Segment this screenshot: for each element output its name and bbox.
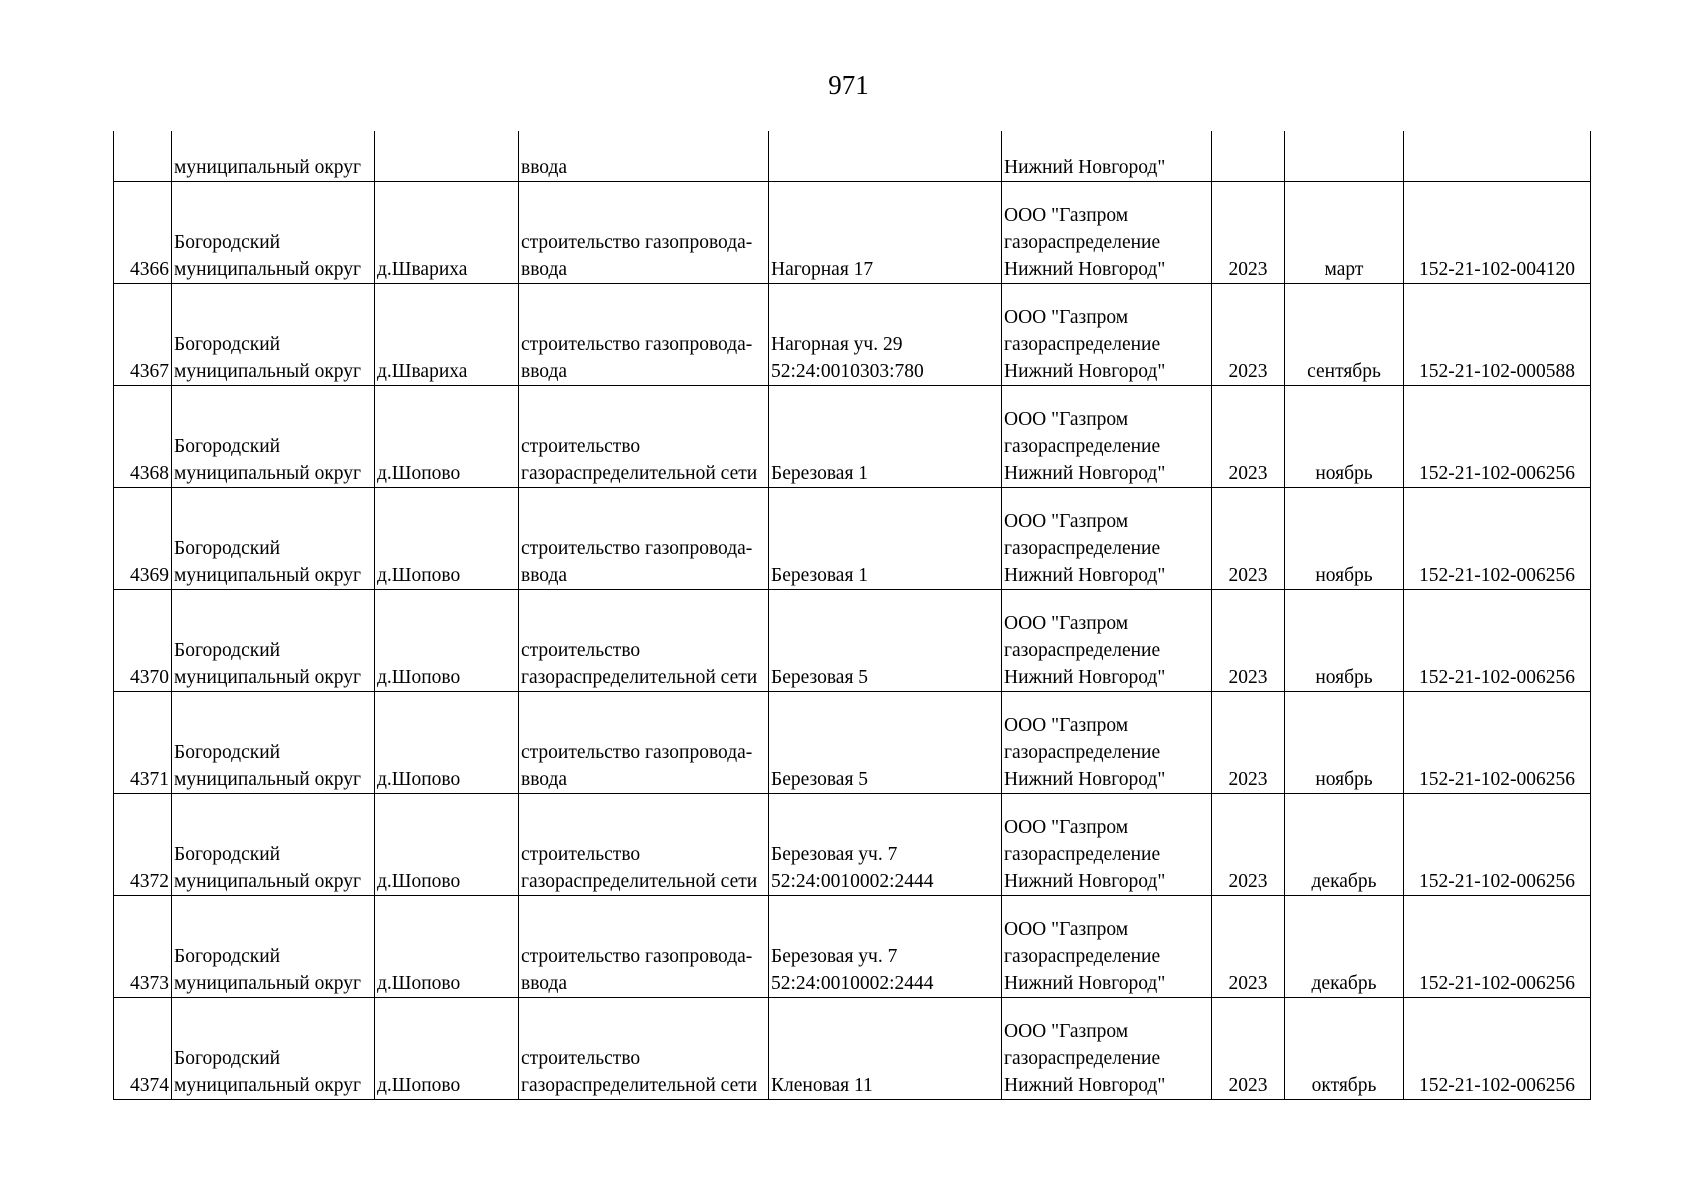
permit-code-cell: 152-21-102-006256	[1404, 896, 1591, 998]
operator-cell: Нижний Новгород"	[1002, 131, 1212, 182]
operator-line: газораспределение	[1004, 640, 1161, 661]
municipality-cell	[172, 488, 375, 590]
address-line: Кленовая 11	[771, 1075, 873, 1096]
work-line: ввода	[521, 769, 568, 790]
table-row	[114, 998, 1591, 1100]
municipality-cell: муниципальный округ	[172, 131, 375, 182]
settlement-cell: д.Шопово	[375, 794, 519, 896]
table-row	[114, 488, 1591, 590]
municipality-line: муниципальный округ	[174, 667, 362, 688]
operator-line: ООО "Газпром	[1004, 613, 1129, 634]
municipality-line: Богородский	[174, 1048, 281, 1069]
work-cell	[519, 284, 769, 386]
municipality-line: муниципальный округ	[174, 463, 362, 484]
year-cell: 2023	[1212, 386, 1285, 488]
year-cell: 2023	[1212, 692, 1285, 794]
address-cell	[769, 182, 1002, 284]
work-cell	[519, 896, 769, 998]
row-number-cell: 4367	[114, 284, 172, 386]
permit-code-cell: 152-21-102-006256	[1404, 488, 1591, 590]
operator-cell	[1002, 284, 1212, 386]
gasification-table	[113, 131, 1591, 1100]
municipality-cell	[172, 182, 375, 284]
municipality-line: Богородский	[174, 334, 281, 355]
municipality-line: муниципальный округ	[174, 871, 362, 892]
work-line: строительство газопровода-	[521, 946, 753, 967]
operator-cell	[1002, 794, 1212, 896]
operator-line: Нижний Новгород"	[1004, 565, 1166, 586]
row-number-cell: 4368	[114, 386, 172, 488]
month-cell: ноябрь	[1285, 386, 1404, 488]
table-row	[114, 182, 1591, 284]
operator-line: ООО "Газпром	[1004, 511, 1129, 532]
operator-line: ООО "Газпром	[1004, 1021, 1129, 1042]
municipality-line: Богородский	[174, 946, 281, 967]
address-line: Нагорная уч. 29	[771, 334, 903, 355]
table-row	[114, 284, 1591, 386]
year-cell: 2023	[1212, 794, 1285, 896]
operator-line: Нижний Новгород"	[1004, 871, 1166, 892]
row-number-cell: 4373	[114, 896, 172, 998]
municipality-cell	[172, 692, 375, 794]
address-line: 52:24:0010002:2444	[771, 973, 934, 994]
operator-line: газораспределение	[1004, 742, 1161, 763]
month-cell: ноябрь	[1285, 590, 1404, 692]
address-cell	[769, 794, 1002, 896]
work-line: строительство	[521, 1048, 641, 1069]
address-line: Нагорная 17	[771, 259, 874, 280]
work-line: газораспределительной сети	[521, 871, 758, 892]
work-cell: ввода	[519, 131, 769, 182]
address-line: Березовая уч. 7	[771, 844, 898, 865]
address-line	[771, 637, 999, 664]
operator-line: газораспределение	[1004, 334, 1161, 355]
municipality-cell	[172, 386, 375, 488]
month-cell	[1285, 131, 1404, 182]
operator-line: газораспределение	[1004, 1048, 1161, 1069]
municipality-line: Богородский	[174, 844, 281, 865]
work-line: ввода	[521, 565, 568, 586]
table-row	[114, 692, 1591, 794]
operator-line: газораспределение	[1004, 436, 1161, 457]
work-line: газораспределительной сети	[521, 667, 758, 688]
operator-cell	[1002, 590, 1212, 692]
permit-code-cell: 152-21-102-000588	[1404, 284, 1591, 386]
municipality-line: Богородский	[174, 232, 281, 253]
municipality-line: муниципальный округ	[174, 1075, 362, 1096]
permit-code-cell: 152-21-102-006256	[1404, 590, 1591, 692]
month-cell: ноябрь	[1285, 488, 1404, 590]
year-cell	[1212, 131, 1285, 182]
operator-line: Нижний Новгород"	[1004, 463, 1166, 484]
address-line: Березовая 5	[771, 667, 869, 688]
work-cell	[519, 998, 769, 1100]
operator-line: Нижний Новгород"	[1004, 1075, 1166, 1096]
work-line: строительство газопровода-	[521, 742, 753, 763]
municipality-cell	[172, 590, 375, 692]
code-cell	[1404, 131, 1591, 182]
permit-code-cell: 152-21-102-006256	[1404, 794, 1591, 896]
row-number-cell: 4366	[114, 182, 172, 284]
operator-line: Нижний Новгород"	[1004, 361, 1166, 382]
work-cell	[519, 590, 769, 692]
permit-code-cell: 152-21-102-006256	[1404, 998, 1591, 1100]
operator-line: газораспределение	[1004, 232, 1161, 253]
year-cell: 2023	[1212, 998, 1285, 1100]
address-line	[771, 433, 999, 460]
address-line	[771, 535, 999, 562]
address-cell	[769, 998, 1002, 1100]
row-number-cell: 4374	[114, 998, 172, 1100]
row-number-cell: 4372	[114, 794, 172, 896]
municipality-line: муниципальный округ	[174, 361, 362, 382]
table-row	[114, 590, 1591, 692]
operator-cell	[1002, 488, 1212, 590]
row-number-cell: 4371	[114, 692, 172, 794]
work-line: строительство газопровода-	[521, 232, 753, 253]
municipality-line: муниципальный округ	[174, 565, 362, 586]
address-line: Березовая 1	[771, 463, 869, 484]
municipality-line: муниципальный округ	[174, 973, 362, 994]
permit-code-cell: 152-21-102-006256	[1404, 692, 1591, 794]
operator-line: Нижний Новгород"	[1004, 973, 1166, 994]
address-line: Березовая 1	[771, 565, 869, 586]
municipality-cell	[172, 896, 375, 998]
row-number-cell: 4370	[114, 590, 172, 692]
num-cell	[114, 131, 172, 182]
address-line: Березовая уч. 7	[771, 946, 898, 967]
address-cell	[769, 590, 1002, 692]
work-cell	[519, 182, 769, 284]
operator-line: ООО "Газпром	[1004, 205, 1129, 226]
operator-cell	[1002, 998, 1212, 1100]
address-cell	[769, 131, 1002, 182]
settlement-cell: д.Шопово	[375, 488, 519, 590]
operator-line: газораспределение	[1004, 538, 1161, 559]
row-number-cell: 4369	[114, 488, 172, 590]
work-line: строительство	[521, 844, 641, 865]
permit-code-cell: 152-21-102-006256	[1404, 386, 1591, 488]
municipality-cell	[172, 998, 375, 1100]
municipality-line: Богородский	[174, 742, 281, 763]
page-number: 971	[828, 70, 869, 100]
address-cell	[769, 488, 1002, 590]
work-line: ввода	[521, 361, 568, 382]
municipality-line: муниципальный округ	[174, 769, 362, 790]
address-line	[771, 229, 999, 256]
table-row	[114, 794, 1591, 896]
operator-line: ООО "Газпром	[1004, 307, 1129, 328]
month-cell: декабрь	[1285, 794, 1404, 896]
municipality-line: муниципальный округ	[174, 259, 362, 280]
work-cell	[519, 488, 769, 590]
work-line: строительство	[521, 436, 641, 457]
operator-cell	[1002, 692, 1212, 794]
municipality-line: Богородский	[174, 640, 281, 661]
year-cell: 2023	[1212, 182, 1285, 284]
month-cell: ноябрь	[1285, 692, 1404, 794]
month-cell: сентябрь	[1285, 284, 1404, 386]
work-line: газораспределительной сети	[521, 1075, 758, 1096]
year-cell: 2023	[1212, 284, 1285, 386]
operator-line: Нижний Новгород"	[1004, 769, 1166, 790]
address-line: 52:24:0010002:2444	[771, 871, 934, 892]
operator-line: Нижний Новгород"	[1004, 667, 1166, 688]
month-cell: март	[1285, 182, 1404, 284]
year-cell: 2023	[1212, 488, 1285, 590]
work-cell	[519, 794, 769, 896]
settlement-cell: д.Шопово	[375, 590, 519, 692]
address-cell	[769, 896, 1002, 998]
work-line: строительство	[521, 640, 641, 661]
month-cell: октябрь	[1285, 998, 1404, 1100]
work-line: ввода	[521, 973, 568, 994]
operator-line: ООО "Газпром	[1004, 817, 1129, 838]
work-cell	[519, 386, 769, 488]
address-line: Березовая 5	[771, 769, 869, 790]
continuation-row	[114, 131, 1591, 182]
operator-line: Нижний Новгород"	[1004, 259, 1166, 280]
operator-cell	[1002, 182, 1212, 284]
operator-line: ООО "Газпром	[1004, 715, 1129, 736]
settlement-cell: д.Шопово	[375, 998, 519, 1100]
municipality-line: Богородский	[174, 436, 281, 457]
address-cell	[769, 692, 1002, 794]
address-line	[771, 739, 999, 766]
municipality-cell	[172, 794, 375, 896]
operator-line: ООО "Газпром	[1004, 409, 1129, 430]
year-cell: 2023	[1212, 590, 1285, 692]
operator-cell	[1002, 896, 1212, 998]
permit-code-cell: 152-21-102-004120	[1404, 182, 1591, 284]
settlement-cell: д.Шопово	[375, 896, 519, 998]
address-cell	[769, 386, 1002, 488]
address-line	[771, 1045, 999, 1072]
month-cell: декабрь	[1285, 896, 1404, 998]
operator-line: газораспределение	[1004, 946, 1161, 967]
operator-line: газораспределение	[1004, 844, 1161, 865]
address-cell	[769, 284, 1002, 386]
settlement-cell: д.Швариха	[375, 182, 519, 284]
work-line: газораспределительной сети	[521, 463, 758, 484]
address-line: 52:24:0010303:780	[771, 361, 924, 382]
settlement-cell	[375, 131, 519, 182]
operator-line: ООО "Газпром	[1004, 919, 1129, 940]
work-cell	[519, 692, 769, 794]
table-row	[114, 386, 1591, 488]
table-row	[114, 896, 1591, 998]
municipality-cell	[172, 284, 375, 386]
municipality-line: Богородский	[174, 538, 281, 559]
work-line: строительство газопровода-	[521, 538, 753, 559]
work-line: строительство газопровода-	[521, 334, 753, 355]
settlement-cell: д.Шопово	[375, 386, 519, 488]
settlement-cell: д.Шопово	[375, 692, 519, 794]
settlement-cell: д.Швариха	[375, 284, 519, 386]
year-cell: 2023	[1212, 896, 1285, 998]
operator-cell	[1002, 386, 1212, 488]
work-line: ввода	[521, 259, 568, 280]
